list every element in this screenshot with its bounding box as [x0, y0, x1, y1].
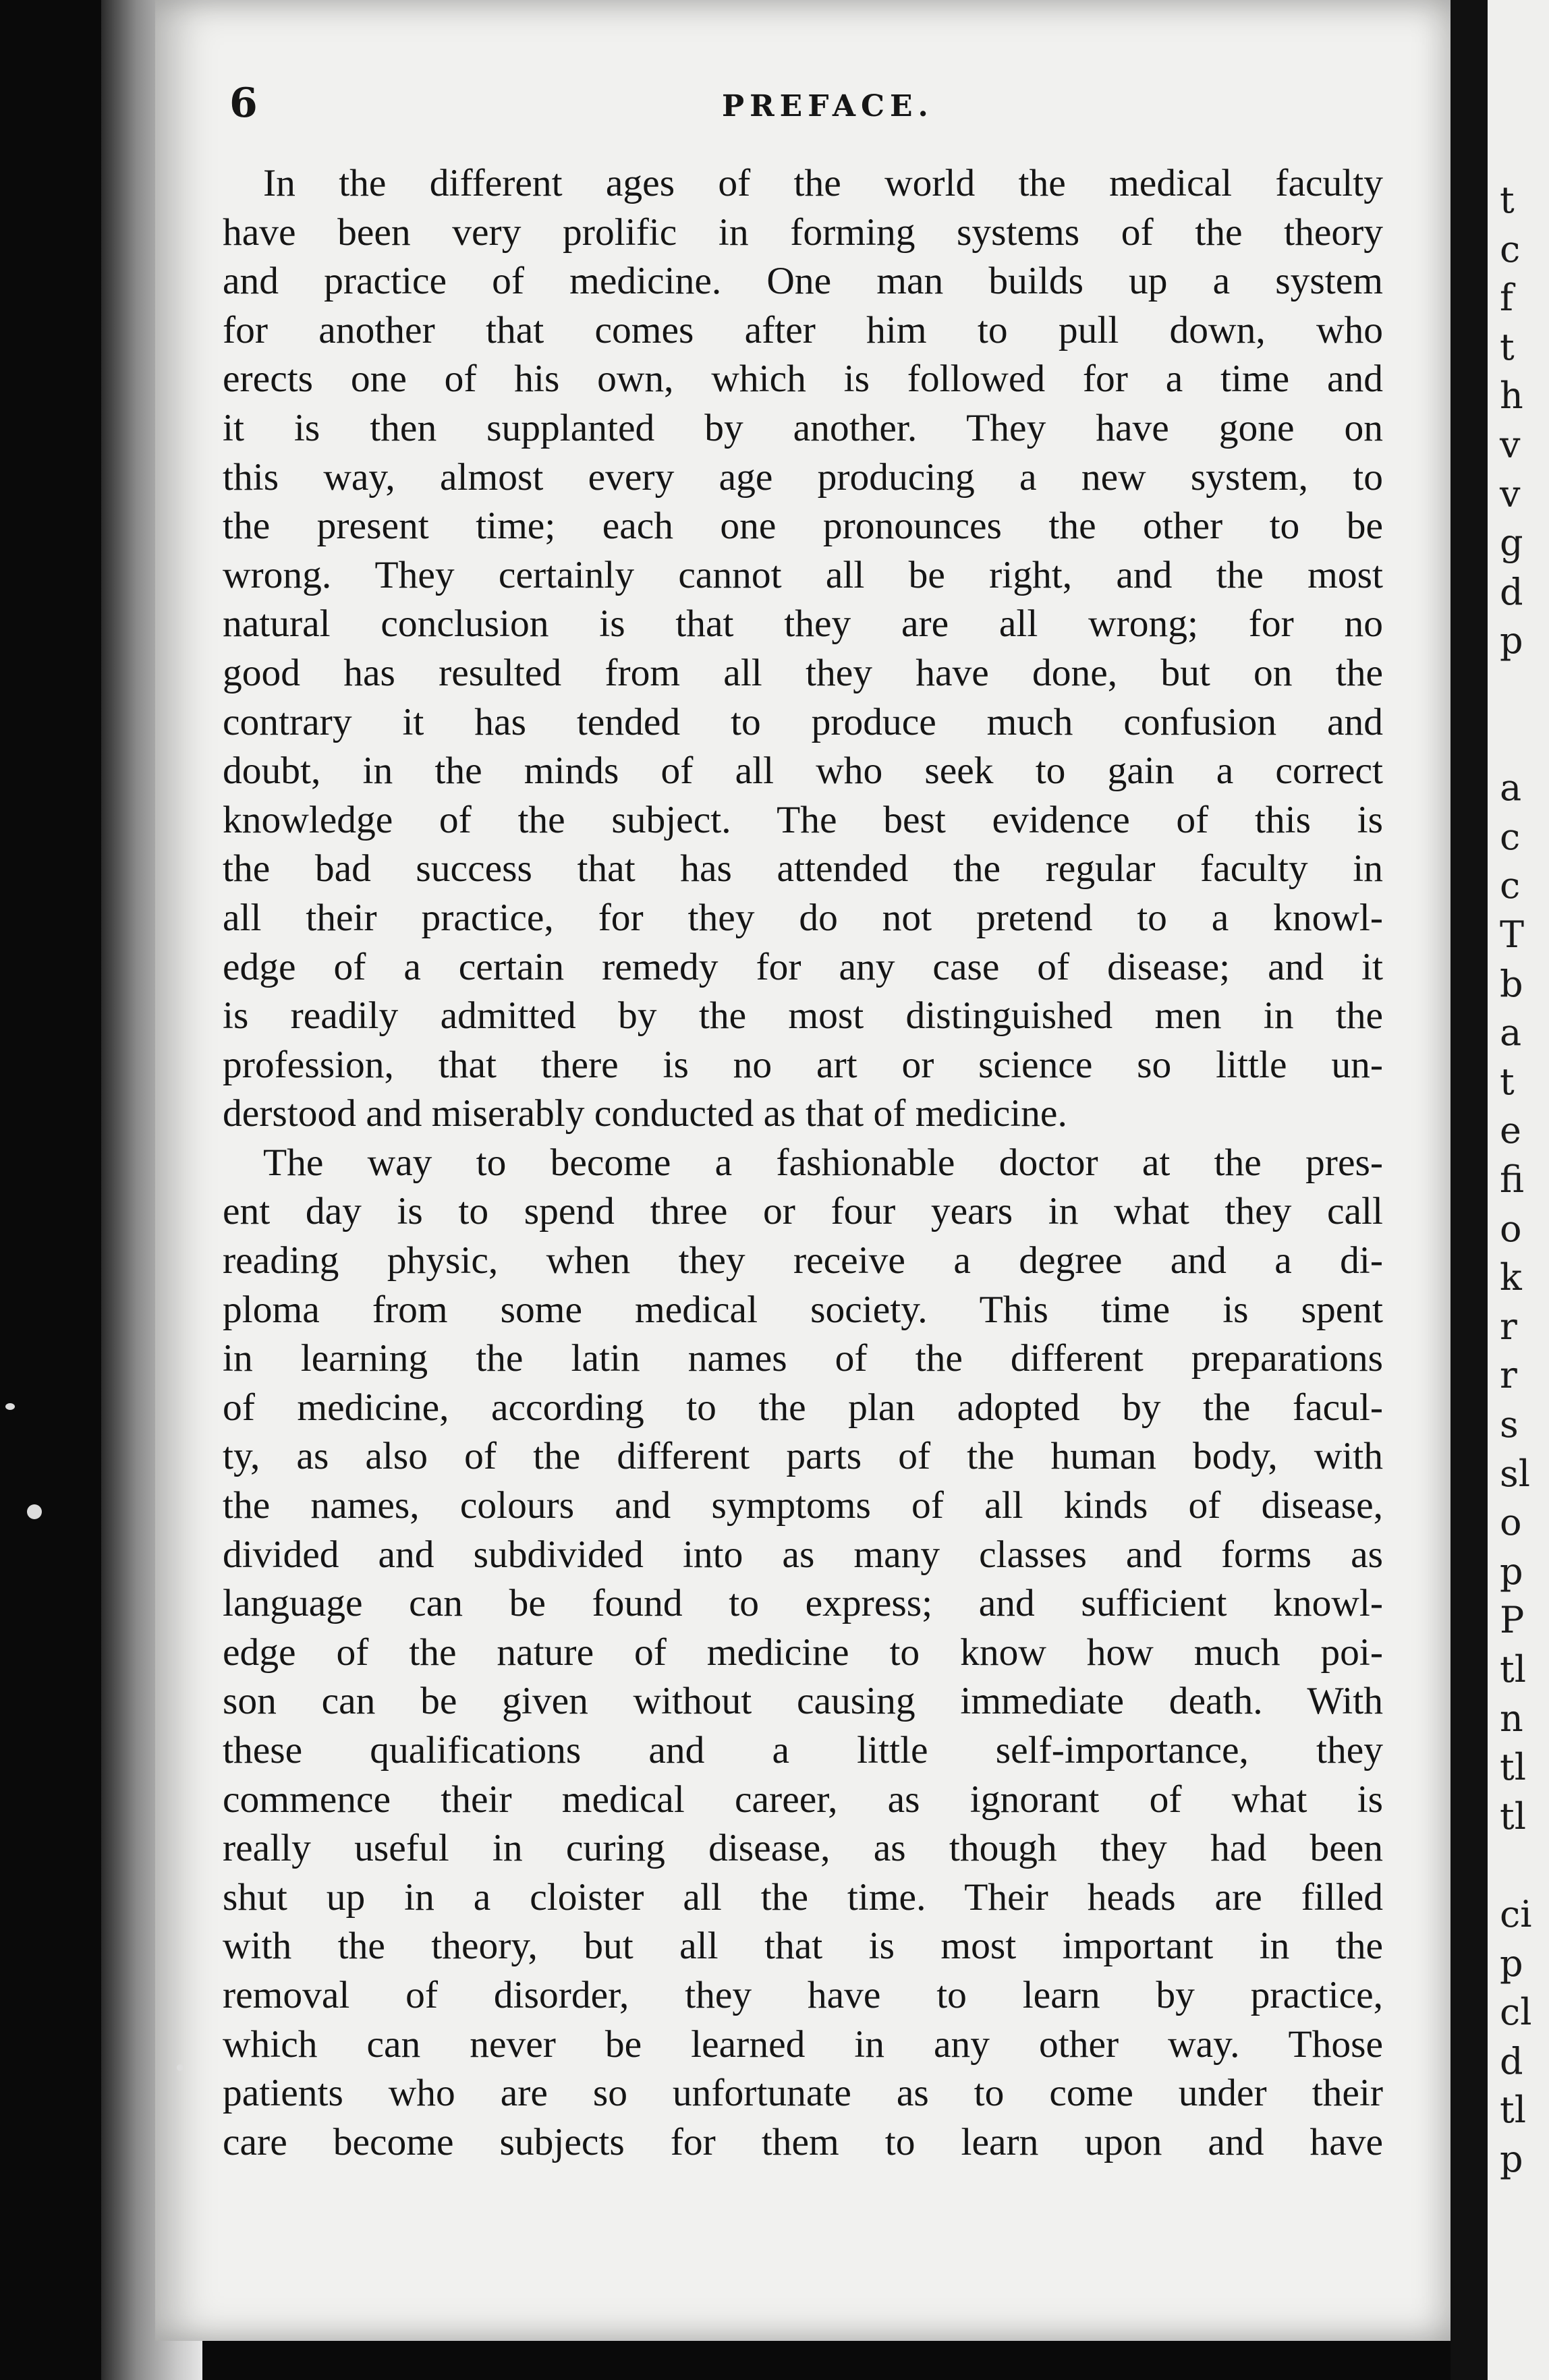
- text-line: care become subjects for them to learn upon and have: [223, 2120, 1383, 2163]
- facing-page-fragment: p: [1500, 1942, 1523, 1985]
- facing-page-fragment: tl: [1500, 1794, 1526, 1838]
- text-line: commence their medical career, as ignorant of what is: [223, 1778, 1383, 1821]
- facing-page-fragment: g: [1500, 521, 1523, 565]
- facing-page-fragment: ci: [1500, 1893, 1532, 1935]
- facing-page-fragment: a: [1500, 766, 1522, 810]
- scan-speck: [177, 2064, 184, 2071]
- text-line: it is then supplanted by another. They have gone on: [223, 406, 1383, 449]
- text-line: contrary it has tended to produce much confusion and: [223, 700, 1383, 743]
- facing-page-fragment: o: [1500, 1207, 1522, 1250]
- text-line: doubt, in the minds of all who seek to gain a correct: [223, 749, 1383, 793]
- facing-page-fragment: p: [1500, 1550, 1523, 1593]
- text-line: really useful in curing disease, as though they had been: [223, 1827, 1383, 1870]
- text-line: profession, that there is no art or science so little un-: [223, 1043, 1383, 1086]
- facing-page-fragment: r: [1500, 1305, 1517, 1348]
- facing-page-fragment: s: [1500, 1403, 1519, 1446]
- facing-page-fragment: p: [1500, 2138, 1523, 2180]
- facing-page-fragment: v: [1500, 472, 1521, 515]
- facing-page-fragment: t: [1500, 1060, 1515, 1103]
- text-line: have been very prolific in forming systems of the theory: [223, 210, 1383, 254]
- text-line: son can be given without causing immediate death. With: [223, 1680, 1383, 1723]
- facing-page-fragment: c: [1500, 227, 1521, 271]
- facing-page-fragment: T: [1500, 913, 1525, 956]
- facing-page-edge: [1488, 0, 1549, 2380]
- facing-page-fragment: cl: [1500, 1991, 1532, 2034]
- facing-page-fragment: d: [1500, 570, 1523, 613]
- text-line: In the different ages of the world the medical faculty: [263, 162, 1383, 204]
- text-line: ent day is to spend three or four years in what they call: [223, 1190, 1383, 1233]
- text-line: all their practice, for they do not pretend to a knowl-: [223, 896, 1383, 939]
- text-line: language can be found to express; and sufficient knowl-: [223, 1582, 1383, 1625]
- text-line: removal of disorder, they have to learn by practice,: [223, 1973, 1383, 2016]
- text-line: knowledge of the subject. The best evidence of this is: [223, 798, 1383, 841]
- facing-page-fragment: o: [1500, 1501, 1522, 1544]
- text-line: reading physic, when they receive a degree and a di-: [223, 1239, 1383, 1282]
- text-line: natural conclusion is that they are all wrong; for no: [223, 602, 1383, 646]
- text-line: this way, almost every age producing a new system, to: [223, 455, 1383, 499]
- text-line: shut up in a cloister all the time. Their heads are filled: [223, 1875, 1383, 1919]
- facing-page-fragment: tl: [1500, 2089, 1526, 2132]
- text-line: and practice of medicine. One man builds up a system: [223, 260, 1383, 303]
- facing-page-fragment: sl: [1500, 1452, 1530, 1495]
- text-line: derstood and miserably conducted as that of medicine.: [223, 1092, 1067, 1135]
- text-line: these qualifications and a little self-importance, they: [223, 1729, 1383, 1772]
- facing-page-fragment: a: [1500, 1011, 1522, 1054]
- scan-speck: [5, 1403, 15, 1410]
- page-header: [229, 80, 1397, 134]
- text-line: divided and subdivided into as many classes and forms as: [223, 1533, 1383, 1576]
- paragraph: [223, 1139, 1383, 2167]
- paragraph: [223, 159, 1383, 1139]
- facing-page-fragment: fi: [1500, 1158, 1525, 1201]
- text-line: edge of a certain remedy for any case of disease; and it: [223, 945, 1383, 988]
- text-line: of medicine, according to the plan adopted by the facul-: [223, 1386, 1383, 1429]
- text-line: edge of the nature of medicine to know how much poi-: [223, 1631, 1383, 1674]
- facing-page-fragment: c: [1500, 864, 1521, 907]
- text-line: The way to become a fashionable doctor at the pres-: [263, 1141, 1383, 1184]
- facing-page-fragment: e: [1500, 1109, 1521, 1152]
- text-line: the names, colours and symptoms of all kinds of disease,: [223, 1484, 1383, 1527]
- text-line: patients who are so unfortunate as to come under their: [223, 2072, 1383, 2115]
- facing-page-fragment: h: [1500, 374, 1523, 418]
- facing-page-fragment: p: [1500, 619, 1523, 662]
- text-line: ty, as also of the different parts of the human body, with: [223, 1435, 1383, 1478]
- text-line: the present time; each one pronounces the other to be: [223, 505, 1383, 548]
- facing-page-fragment: tl: [1500, 1746, 1526, 1789]
- facing-page-fragment: k: [1500, 1256, 1522, 1299]
- facing-page-fragment: tl: [1500, 1648, 1526, 1691]
- text-line: good has resulted from all they have done, but on the: [223, 651, 1383, 694]
- facing-page-fragment: n: [1500, 1697, 1523, 1740]
- facing-page-fragment: f: [1500, 277, 1513, 320]
- facing-page-fragment: t: [1500, 179, 1515, 221]
- page-gutter: [1451, 0, 1488, 2380]
- running-head: PREFACE.: [722, 89, 934, 123]
- text-line: with the theory, but all that is most important in the: [223, 1925, 1383, 1968]
- facing-page-fragment: P: [1500, 1599, 1525, 1642]
- scan-speck: [27, 1504, 42, 1519]
- body-text: [223, 159, 1383, 2167]
- facing-page-fragment: t: [1500, 325, 1515, 368]
- text-line: is readily admitted by the most distinguished men in the: [223, 994, 1383, 1038]
- text-line: erects one of his own, which is followed for a time and: [223, 358, 1383, 401]
- facing-page-fragment: c: [1500, 815, 1521, 858]
- text-line: wrong. They certainly cannot all be right, and the most: [223, 553, 1383, 596]
- page-number: 6: [229, 80, 258, 127]
- text-line: which can never be learned in any other way. Those: [223, 2022, 1383, 2066]
- facing-page-fragment: v: [1500, 424, 1521, 466]
- text-line: for another that comes after him to pull down, who: [223, 308, 1383, 351]
- text-line: ploma from some medical society. This time is spent: [223, 1288, 1383, 1331]
- facing-page-fragment: r: [1500, 1354, 1517, 1397]
- text-line: in learning the latin names of the different preparations: [223, 1337, 1383, 1380]
- facing-page-fragment: d: [1500, 2039, 1523, 2082]
- facing-page-fragment: b: [1500, 962, 1523, 1005]
- text-line: the bad success that has attended the regular faculty in: [223, 847, 1383, 890]
